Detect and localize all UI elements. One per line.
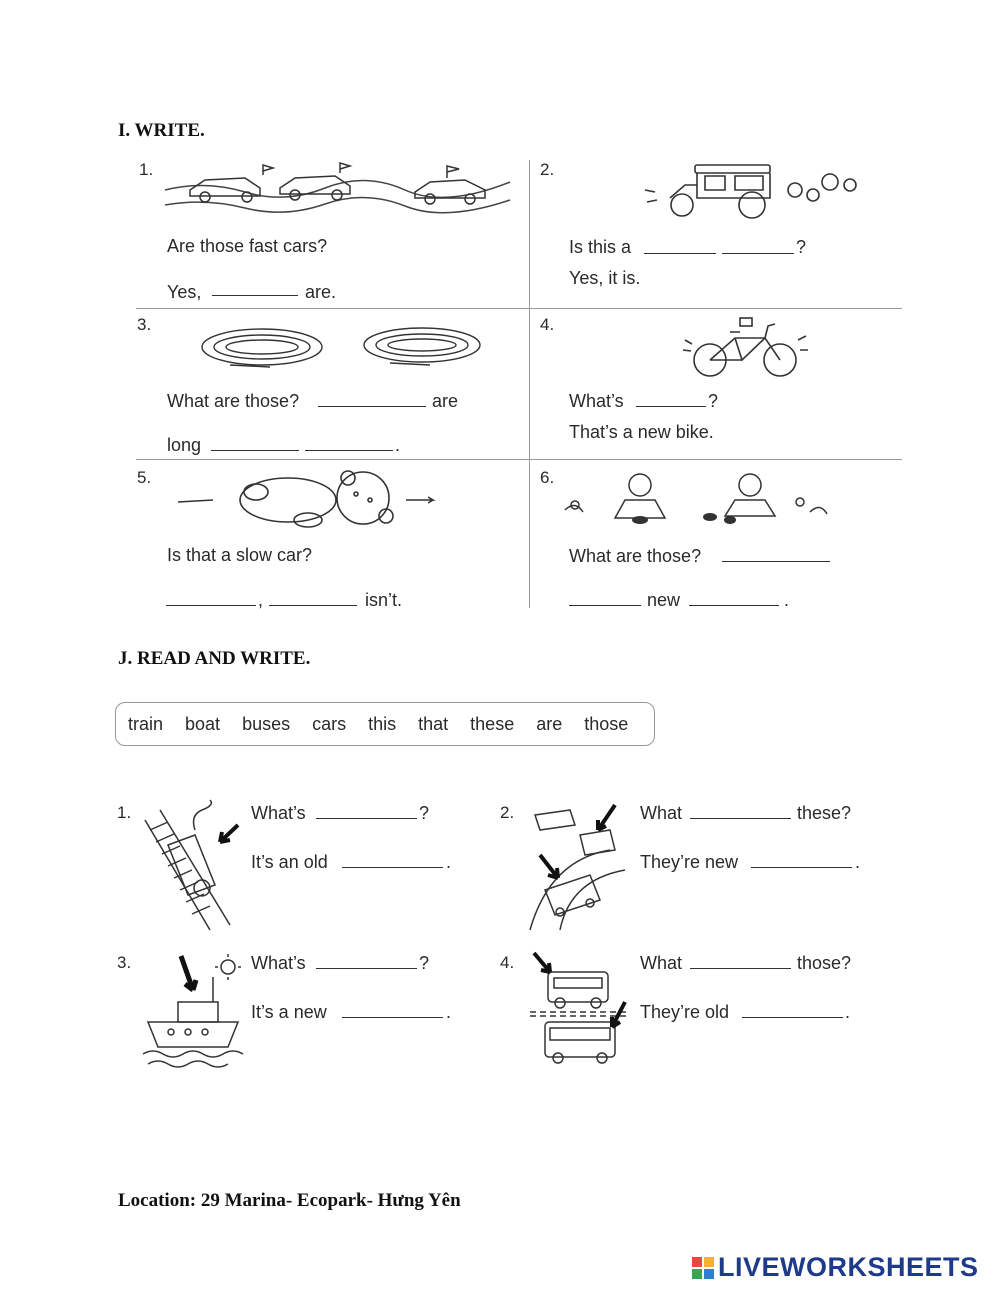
word-bank-word: cars [312,713,347,734]
item-4-question-prefix: What’s [569,391,624,411]
old-car-illustration [645,160,870,222]
answer-blank[interactable] [316,952,417,969]
location-footer: Location: 29 Marina- Ecopark- Hưng Yên [118,1190,461,1211]
item-5-question: Is that a slow car? [167,545,313,565]
answer-blank[interactable] [211,434,299,451]
j2-answer-prefix: They’re new [640,852,739,872]
item-1-answer-prefix: Yes, [167,282,202,302]
answer-blank[interactable] [342,851,443,868]
item-4-question-suffix: ? [708,391,719,411]
answer-blank[interactable] [722,545,830,562]
answer-blank[interactable] [722,237,794,254]
j1-question-prefix: What’s [251,803,306,823]
item-5-answer-suffix: isn’t. [365,590,403,610]
liveworksheets-brand[interactable] [692,1252,979,1283]
j3-question-prefix: What’s [251,953,306,973]
j3-answer-prefix: It’s a new [251,1002,327,1022]
item-number: 3. [137,315,152,334]
item-2-question-prefix: Is this a [569,237,632,257]
answer-blank[interactable] [305,434,393,451]
j3-answer-suffix: . [446,1002,452,1022]
word-bank-word: train [128,713,164,734]
item-6-answer-mid: new [647,590,681,610]
race-cars-illustration [165,160,510,215]
brand-name: LIVEWORKSHEETS [718,1252,979,1282]
item-number: 1. [139,160,154,179]
j4-question-prefix: What [640,953,683,973]
answer-blank[interactable] [751,851,852,868]
answer-blank[interactable] [636,390,706,407]
item-3-question-mid: are [432,391,459,411]
answer-blank[interactable] [342,1001,443,1018]
j4-answer-suffix: . [845,1002,851,1022]
word-bank-word: this [368,713,397,734]
answer-blank[interactable] [690,952,791,969]
train-illustration [140,800,245,935]
cars-on-road-illustration [530,800,630,932]
liveworksheets-logo-icon [692,1257,714,1279]
item-3-answer-prefix: long [167,435,202,455]
item-number: 2. [500,803,515,822]
answer-blank[interactable] [212,280,298,296]
item-number: 2. [540,160,555,179]
answer-blank[interactable] [689,589,779,606]
race-tracks-illustration [200,325,480,370]
j4-answer-prefix: They’re old [640,1002,730,1022]
item-number: 3. [117,953,132,972]
item-5-answer-mid: , [258,590,264,610]
j1-answer-suffix: . [446,852,452,872]
teddy-bear-illustration [178,470,438,530]
j4-question-suffix: those? [797,953,852,973]
word-bank-word: buses [242,713,291,734]
grid-divider-row-1 [136,308,902,309]
item-4-answer: That’s a new bike. [569,422,714,442]
item-3-question: What are those? [167,391,300,411]
j1-answer-prefix: It’s an old [251,852,328,872]
j2-answer-suffix: . [855,852,861,872]
item-2-question-suffix: ? [796,237,807,257]
word-bank-word: these [470,713,515,734]
j2-question-suffix: these? [797,803,852,823]
answer-blank[interactable] [269,589,357,606]
answer-blank[interactable] [742,1001,843,1018]
item-number: 6. [540,468,555,487]
word-bank-word: boat [185,713,221,734]
word-bank [115,702,655,746]
j2-question-prefix: What [640,803,683,823]
bike-illustration [680,318,810,380]
item-3-answer-suffix: . [395,435,401,455]
section-i-heading: I. WRITE. [118,120,205,141]
answer-blank[interactable] [690,802,791,819]
word-bank-word: that [418,713,449,734]
word-bank-word: those [584,713,629,734]
answer-blank[interactable] [569,589,641,606]
buses-illustration [530,950,630,1068]
section-j-heading: J. READ AND WRITE. [118,648,311,669]
item-2-answer: Yes, it is. [569,268,641,288]
grid-divider-row-2 [136,459,902,460]
item-6-answer-suffix: . [784,590,790,610]
item-1-answer-suffix: are. [305,282,337,302]
item-number: 4. [540,315,555,334]
item-1-question: Are those fast cars? [167,236,328,256]
grid-divider-vertical [529,160,530,608]
answer-blank[interactable] [166,589,256,606]
item-number: 1. [117,803,132,822]
item-number: 4. [500,953,515,972]
item-number: 5. [137,468,152,487]
item-6-question: What are those? [569,546,702,566]
dolls-illustration [565,470,835,530]
word-bank-word: are [536,713,563,734]
answer-blank[interactable] [318,390,426,407]
boat-illustration [143,952,243,1067]
j1-question-suffix: ? [419,803,430,823]
j3-question-suffix: ? [419,953,430,973]
answer-blank[interactable] [644,237,716,254]
answer-blank[interactable] [316,802,417,819]
